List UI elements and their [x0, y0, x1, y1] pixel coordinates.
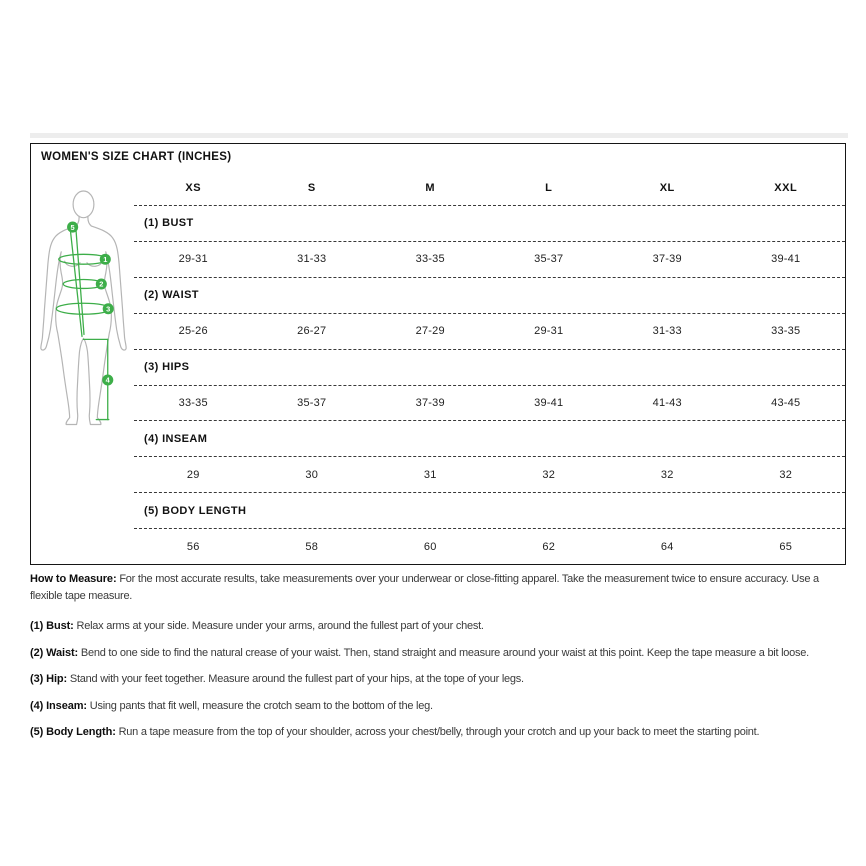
instruction-text: Using pants that fit well, measure the crotch seam to the bottom of the leg. — [89, 699, 433, 712]
size-chart-rows — [134, 205, 845, 564]
instruction-lead: (3) Hip: — [30, 673, 68, 686]
row-label: (5) BODY LENGTH — [144, 504, 247, 517]
instruction-lead: How to Measure: — [30, 573, 117, 585]
size-value: 32 — [542, 468, 556, 481]
row-label: (4) INSEAM — [144, 432, 208, 445]
instruction-text: Run a tape measure from the top of your shoulder, across your chest/belly, through your crotch and up your back to meet the starting point. — [118, 726, 760, 739]
size-value: 64 — [660, 540, 674, 553]
figure-marker-2-icon — [96, 278, 107, 289]
size-value: 35-37 — [297, 396, 327, 409]
instruction-text: Bend to one side to find the natural crease of your waist. Then, stand straight and measure around your waist at this point. Keep the tape measure a bit loose. — [80, 646, 809, 659]
measurement-instructions — [30, 571, 847, 751]
instruction-bust — [30, 618, 847, 635]
row-label-inseam — [134, 420, 845, 456]
row-values-inseam — [134, 456, 845, 492]
column-header-xs: XS — [185, 182, 202, 194]
row-label: (1) BUST — [144, 217, 194, 230]
row-values-hips — [134, 385, 845, 421]
size-value: 33-35 — [415, 253, 445, 266]
column-header-xxl: XXL — [774, 182, 798, 194]
column-header-xl: XL — [659, 182, 675, 194]
size-value: 62 — [542, 540, 556, 553]
size-value: 41-43 — [652, 396, 682, 409]
size-value: 32 — [779, 468, 793, 481]
size-value: 56 — [186, 540, 200, 553]
figure-marker-5-icon — [67, 222, 78, 233]
size-value: 31-33 — [297, 253, 327, 266]
instruction-waist — [30, 645, 847, 662]
body-measurement-diagram — [36, 189, 131, 428]
instruction-body-length — [30, 724, 847, 741]
size-value: 30 — [305, 468, 319, 481]
how-to-measure-intro — [30, 571, 847, 605]
size-chart-panel — [30, 143, 846, 565]
top-divider — [30, 133, 848, 138]
row-label-hips — [134, 349, 845, 385]
row-label-waist — [134, 277, 845, 313]
size-value: 33-35 — [771, 325, 801, 338]
row-values-body-length — [134, 528, 845, 564]
instruction-lead: (2) Waist: — [30, 646, 79, 659]
size-value: 58 — [305, 540, 319, 553]
size-value: 27-29 — [415, 325, 445, 338]
svg-text:1: 1 — [103, 254, 108, 264]
row-values-waist — [134, 313, 845, 349]
svg-text:4: 4 — [105, 375, 110, 385]
figure-marker-4-icon — [102, 374, 113, 385]
figure-marker-1-icon — [100, 254, 111, 265]
size-value: 31 — [423, 468, 437, 481]
size-value: 33-35 — [178, 396, 208, 409]
instruction-lead: (5) Body Length: — [30, 726, 116, 739]
page-title: WOMEN'S SIZE CHART (INCHES) — [41, 151, 232, 163]
size-value: 29 — [186, 468, 200, 481]
size-value: 29-31 — [534, 325, 564, 338]
instruction-text: Relax arms at your side. Measure under your arms, around the fullest part of your chest. — [76, 620, 484, 633]
size-value: 37-39 — [415, 396, 445, 409]
row-label: (2) WAIST — [144, 289, 199, 302]
instruction-lead: (1) Bust: — [30, 620, 74, 633]
row-label-body-length — [134, 492, 845, 528]
size-value: 39-41 — [771, 253, 801, 266]
row-label-bust — [134, 205, 845, 241]
size-value: 31-33 — [652, 325, 682, 338]
svg-text:5: 5 — [70, 222, 75, 232]
size-value: 32 — [660, 468, 674, 481]
svg-text:2: 2 — [99, 279, 104, 289]
instruction-inseam — [30, 698, 847, 715]
size-value: 35-37 — [534, 253, 564, 266]
row-values-bust — [134, 241, 845, 277]
column-header-m: M — [425, 182, 436, 194]
instruction-text: For the most accurate results, take measurements over your underwear or close-fitting apparel. Take the measurement twice to ensure accuracy. Use a flexible tape measure. — [30, 573, 819, 603]
size-value: 29-31 — [178, 253, 208, 266]
instruction-hip — [30, 671, 847, 688]
hips-measure-line — [56, 303, 110, 314]
size-value: 26-27 — [297, 325, 327, 338]
size-value: 65 — [779, 540, 793, 553]
row-label: (3) HIPS — [144, 361, 190, 374]
column-header-s: S — [307, 182, 316, 194]
size-value: 60 — [423, 540, 437, 553]
figure-marker-3-icon — [103, 303, 114, 314]
column-header-row — [134, 171, 845, 205]
svg-text:3: 3 — [106, 304, 111, 314]
size-value: 37-39 — [652, 253, 682, 266]
instruction-lead: (4) Inseam: — [30, 699, 87, 712]
size-value: 43-45 — [771, 396, 801, 409]
size-value: 39-41 — [534, 396, 564, 409]
size-value: 25-26 — [178, 325, 208, 338]
instruction-text: Stand with your feet together. Measure around the fullest part of your hips, at the tope of your legs. — [69, 673, 524, 686]
column-header-l: L — [545, 182, 553, 194]
